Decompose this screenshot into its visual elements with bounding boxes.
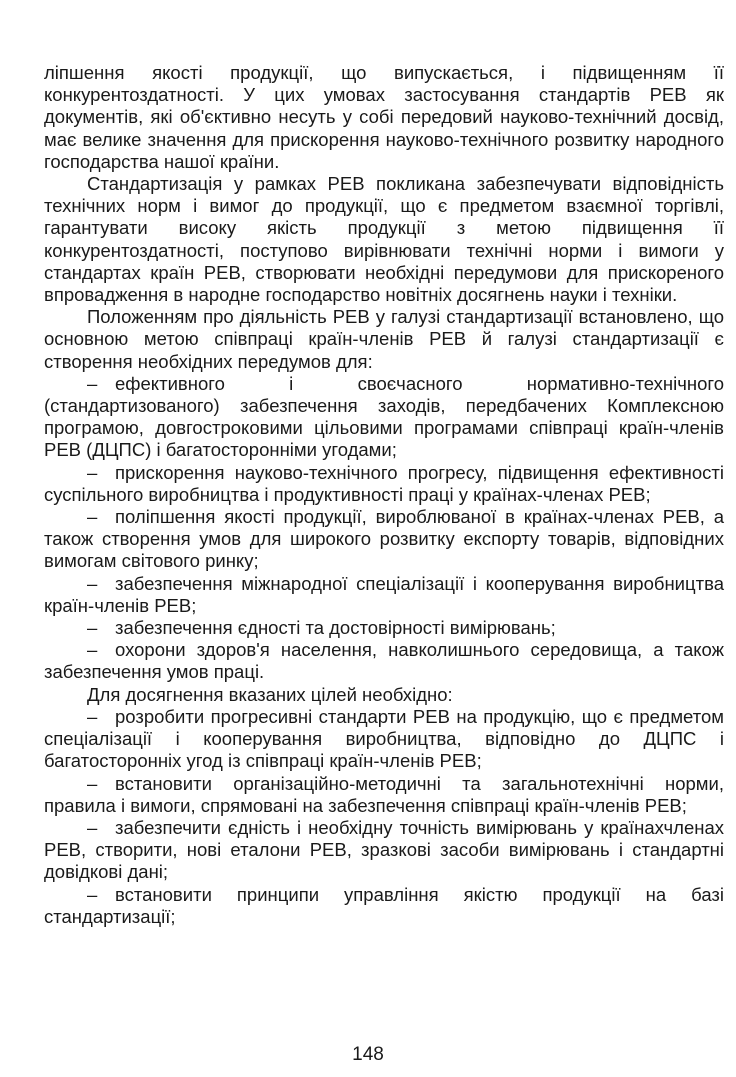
paragraph-intro-goals: Для досягнення вказаних цілей необхідно:	[87, 683, 453, 705]
paragraph-regulation: Положенням про діяльність РЕВ у галузі стандартизації встановлено, що основною метою співпраці країн-членів РЕВ й галузі стандартизації є створення необхідних передумов для:	[44, 306, 724, 372]
list-item-text: забезпечення єдності та достовірності вимірювань;	[115, 617, 556, 639]
dash-bullet: –	[87, 772, 98, 794]
paragraph-standardization: Стандартизація у рамках РЕВ покликана забезпечувати відповідність технічних норм і вимог до продукції, що є предметом взаємної торгівлі, гарантувати високу якість продукції з метою підвищення її конкурентоздатності, поступово вирівнювати технічні норми і вимоги у стандартах країн РЕВ, створювати необхідні передумови для прискореного впровадження в народне господарство новітніх досягнень науки і техніки.	[44, 173, 724, 306]
dash-bullet: –	[87, 639, 98, 661]
list-item	[44, 506, 724, 573]
list-item	[44, 817, 724, 884]
list-item	[44, 373, 724, 462]
list-item	[44, 573, 724, 617]
list-item	[44, 639, 724, 683]
list-item-text: прискорення науково-технічного прогресу, підвищення ефективності суспільного виробництва і продуктивності праці у країнах-членах РЕВ;	[44, 461, 724, 505]
list-item-text: забезпечити єдність і необхідну точність вимірювань у країнахчленах РЕВ, створити, нові еталони РЕВ, зразкові засоби вимірювань і стандартні довідкові дані;	[44, 816, 724, 883]
dash-bullet: –	[87, 816, 98, 838]
list-item	[44, 617, 724, 639]
list-item	[44, 706, 724, 773]
paragraph-continuation: ліпшення якості продукції, що випускається, і підвищенням її конкурентоздатності. У цих умовах застосування стандартів РЕВ як документів, які об'єктивно несуть у собі передовий науково-технічний досвід, має велике значення для прискорення науково-технічного розвитку народного господарства нашої країни.	[44, 62, 724, 172]
dash-bullet: –	[87, 461, 98, 483]
dash-bullet: –	[87, 617, 98, 639]
list-item	[44, 462, 724, 506]
dash-bullet: –	[87, 705, 98, 727]
dash-bullet: –	[87, 572, 98, 594]
page-body	[44, 62, 724, 928]
list-item-text: встановити принципи управління якістю продукції на базі стандартизації;	[44, 883, 724, 927]
dash-bullet: –	[87, 883, 98, 905]
list-item-text: ефективного і своєчасного нормативно-технічного (стандартизованого) забезпечення заходів, передбачених Комплексною програмою, довгостроковими цільовими програмами співпраці країн-членів РЕВ (ДЦПС) і багатосторонніми угодами;	[44, 372, 724, 461]
list-item-text: забезпечення міжнародної спеціалізації і кооперування виробництва країн-членів РЕВ;	[44, 572, 724, 616]
dash-bullet: –	[87, 372, 98, 394]
list-item-text: поліпшення якості продукції, вироблюваної в країнах-членах РЕВ, а також створення умов для широкого розвитку експорту товарів, відповідних вимогам світового ринку;	[44, 506, 724, 572]
list-item-text: розробити прогресивні стандарти РЕВ на продукцію, що є предметом спеціалізації і кооперування виробництва, відповідно до ДЦПС і багатосторонніх угод із співпраці країн-членів РЕВ;	[44, 705, 724, 772]
dash-bullet: –	[87, 506, 98, 528]
page-number: 148	[352, 1044, 384, 1065]
list-item-text: охорони здоров'я населення, навколишнього середовища, а також забезпечення умов праці.	[44, 639, 724, 683]
list-item-text: встановити організаційно-методичні та загальнотехнічні норми, правила і вимоги, спрямовані на забезпечення співпраці країн-членів РЕВ;	[44, 772, 724, 816]
list-item	[44, 773, 724, 817]
list-item	[44, 884, 724, 928]
